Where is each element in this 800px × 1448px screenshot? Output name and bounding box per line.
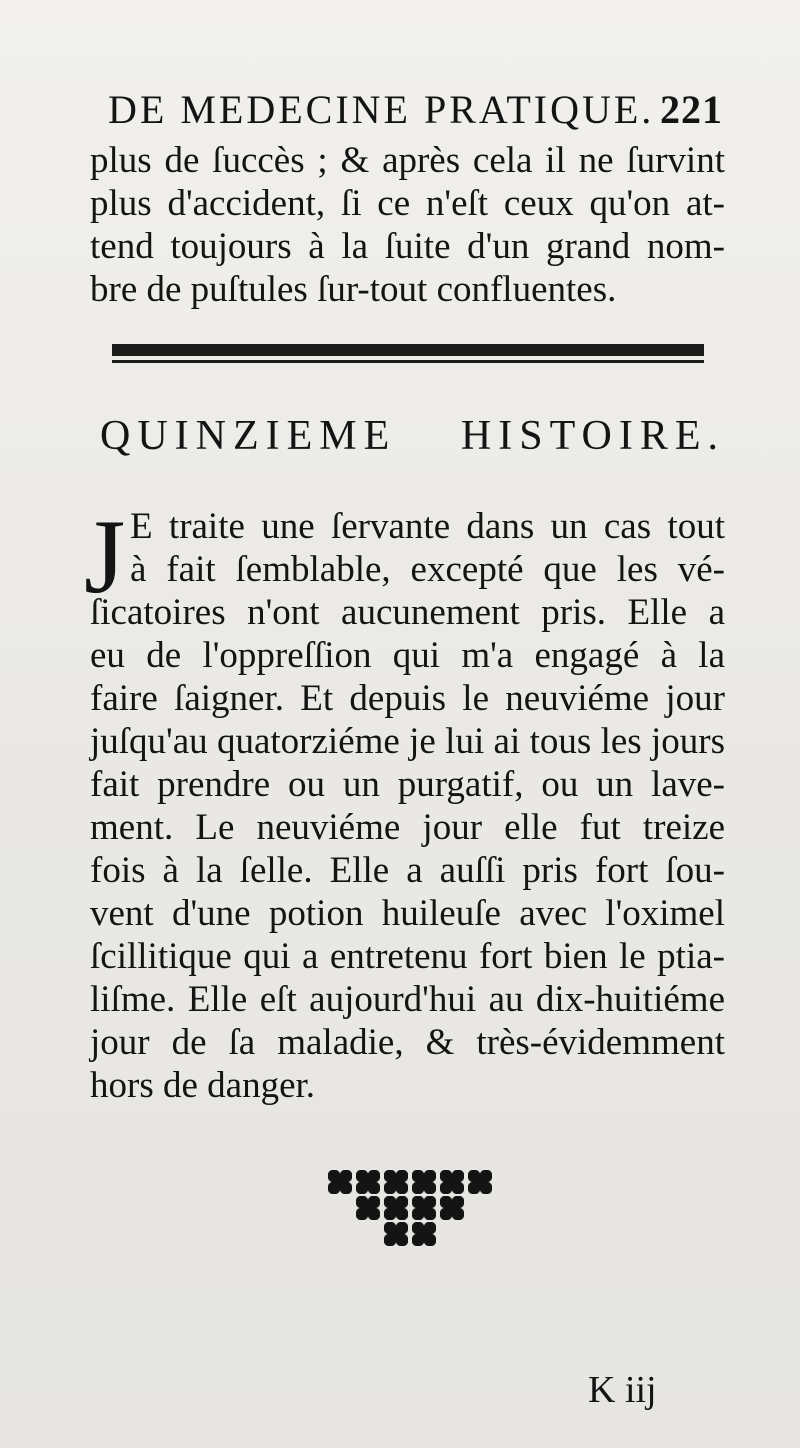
ornament-row xyxy=(300,1196,520,1220)
text-line: ſcillitique qui a entretenu fort bien le ptia- xyxy=(90,936,725,977)
text-line: vent d'une potion huileuſe avec l'oximel xyxy=(90,893,725,934)
text-line: plus d'accident, ſi ce n'eſt ceux qu'on at- xyxy=(90,183,725,224)
fleuron-icon xyxy=(468,1170,492,1194)
page-number: 221 xyxy=(660,87,723,132)
divider-thick-rule xyxy=(112,344,704,356)
drop-capital: J xyxy=(84,498,126,615)
signature-mark: K iij xyxy=(588,1369,657,1411)
text-line: fait prendre ou un purgatif, ou un lave- xyxy=(90,764,725,805)
fleuron-icon xyxy=(356,1170,380,1194)
tailpiece-ornament xyxy=(300,1170,520,1248)
text-line: ment. Le neuviéme jour elle fut treize xyxy=(90,807,725,848)
text-line: eu de l'oppreſſion qui m'a engagé à la xyxy=(90,635,725,676)
fleuron-icon xyxy=(356,1196,380,1220)
running-head xyxy=(108,86,723,133)
text-line: faire ſaigner. Et depuis le neuviéme jour xyxy=(90,678,725,719)
ornament-row xyxy=(300,1222,520,1246)
text-line: tend toujours à la ſuite d'un grand nom- xyxy=(90,226,725,267)
fleuron-icon xyxy=(384,1170,408,1194)
text-line: E traite une ſervante dans un cas tout xyxy=(130,506,725,547)
divider-thin-rule xyxy=(112,360,704,363)
running-title: DE MEDECINE PRATIQUE. xyxy=(108,87,655,132)
text-line: plus de ſuccès ; & après cela il ne ſurvint xyxy=(90,140,725,181)
text-line: bre de puſtules ſur-tout confluentes. xyxy=(90,269,617,310)
fleuron-icon xyxy=(328,1170,352,1194)
fleuron-icon xyxy=(412,1222,436,1246)
text-line: jour de ſa maladie, & très-évidemment xyxy=(90,1022,725,1063)
text-line: liſme. Elle eſt aujourd'hui au dix-huitiéme xyxy=(90,979,725,1020)
text-line: ſicatoires n'ont aucunement pris. Elle a xyxy=(90,592,725,633)
fleuron-icon xyxy=(412,1170,436,1194)
fleuron-icon xyxy=(384,1196,408,1220)
section-heading: QUINZIEME HISTOIRE. xyxy=(100,413,725,459)
section-divider xyxy=(112,344,704,364)
text-line: à fait ſemblable, excepté que les vé- xyxy=(130,549,725,590)
fleuron-icon xyxy=(440,1196,464,1220)
ornament-row xyxy=(300,1170,520,1194)
fleuron-icon xyxy=(384,1222,408,1246)
fleuron-icon xyxy=(440,1170,464,1194)
fleuron-icon xyxy=(412,1196,436,1220)
text-line: fois à la ſelle. Elle a auſſi pris fort ſou- xyxy=(90,850,725,891)
text-line: hors de danger. xyxy=(90,1065,316,1106)
text-line: juſqu'au quatorziéme je lui ai tous les jours xyxy=(90,721,725,762)
